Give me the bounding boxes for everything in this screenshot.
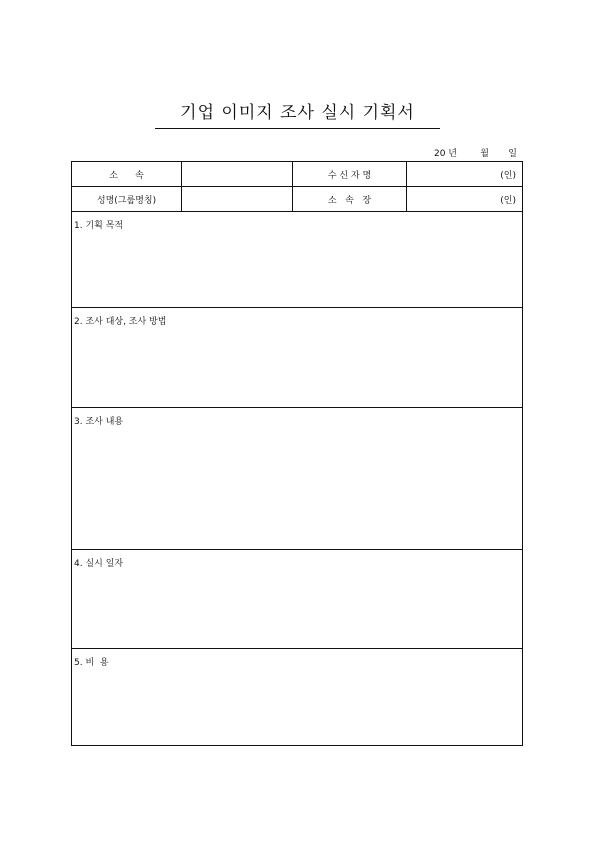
header-row-name [72, 187, 523, 212]
document-title: 기업 이미지 조사 실시 기획서 [155, 100, 440, 129]
affiliation-field[interactable] [182, 162, 293, 187]
header-row-affiliation [72, 162, 523, 187]
section-target-method [72, 308, 523, 408]
section-purpose-cell[interactable] [72, 212, 523, 308]
date-line [423, 146, 517, 159]
recipient-name-label: 수 신 자 명 [293, 162, 407, 187]
date-month: 월 [480, 149, 489, 159]
section-content-label: 3. 조사 내용 [74, 417, 124, 427]
department-head-seal[interactable]: (인) [407, 187, 523, 212]
section-date [72, 550, 523, 649]
section-date-cell[interactable] [72, 550, 523, 649]
section-target-method-cell[interactable] [72, 308, 523, 408]
planning-form-table [71, 161, 523, 746]
section-purpose [72, 212, 523, 308]
section-cost-cell[interactable] [72, 649, 523, 746]
section-date-label: 4. 실시 일자 [74, 559, 124, 569]
section-purpose-label: 1. 기획 목적 [74, 221, 124, 231]
name-group-field[interactable] [182, 187, 293, 212]
department-head-label: 소 속 장 [293, 187, 407, 212]
affiliation-label: 소 속 [72, 162, 182, 187]
section-content [72, 408, 523, 550]
name-group-label: 성명(그룹명칭) [72, 187, 182, 212]
section-cost [72, 649, 523, 746]
section-target-method-label: 2. 조사 대상, 조사 방법 [74, 317, 167, 327]
date-year: 20 년 [433, 149, 457, 159]
date-day: 일 [508, 149, 517, 159]
section-cost-label: 5. 비 용 [74, 658, 109, 668]
section-content-cell[interactable] [72, 408, 523, 550]
recipient-seal[interactable]: (인) [407, 162, 523, 187]
